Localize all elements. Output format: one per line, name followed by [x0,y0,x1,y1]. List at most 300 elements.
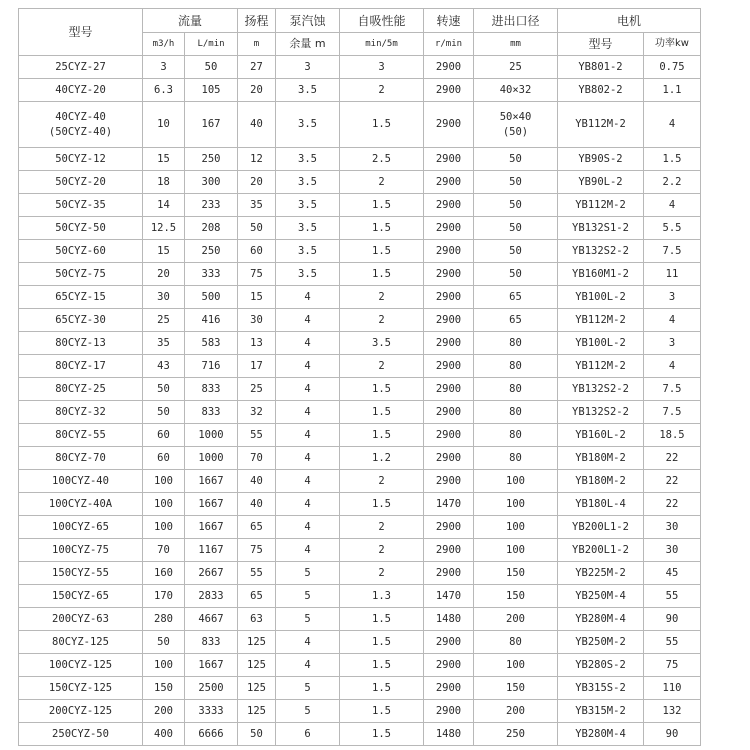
cell-flow-lmin: 1667 [185,516,238,539]
cell-port: 80 [474,424,558,447]
cell-model: 80CYZ-13 [19,332,143,355]
header-self-priming-unit: min/5m [340,33,424,56]
cell-speed: 1480 [424,723,474,746]
cell-head: 32 [238,401,276,424]
cell-head: 65 [238,516,276,539]
table-row [19,723,701,746]
cell-motor-model: YB802-2 [558,79,644,102]
cell-self-priming: 1.5 [340,240,424,263]
cell-motor-power: 5.5 [644,217,701,240]
cell-flow-lmin: 167 [185,102,238,148]
cell-self-priming: 3 [340,56,424,79]
cell-port: 65 [474,286,558,309]
cell-speed: 1470 [424,585,474,608]
cell-npsh: 5 [276,562,340,585]
cell-flow-m3h: 12.5 [143,217,185,240]
cell-head: 125 [238,677,276,700]
table-row [19,493,701,516]
cell-motor-power: 90 [644,723,701,746]
cell-motor-power: 22 [644,493,701,516]
cell-motor-model: YB132S2-2 [558,240,644,263]
cell-motor-power: 22 [644,447,701,470]
header-flow-m3h: m3/h [143,33,185,56]
cell-flow-m3h: 60 [143,447,185,470]
cell-port: 250 [474,723,558,746]
cell-motor-model: YB90L-2 [558,171,644,194]
table-row [19,401,701,424]
cell-port: 25 [474,56,558,79]
cell-head: 40 [238,102,276,148]
table-row [19,217,701,240]
cell-npsh: 4 [276,493,340,516]
header-model: 型号 [19,9,143,56]
cell-motor-model: YB250M-4 [558,585,644,608]
cell-model: 50CYZ-35 [19,194,143,217]
header-speed: 转速 [424,9,474,33]
cell-motor-power: 7.5 [644,378,701,401]
cell-model: 250CYZ-50 [19,723,143,746]
cell-speed: 2900 [424,700,474,723]
cell-self-priming: 2 [340,355,424,378]
cell-npsh: 3.5 [276,240,340,263]
cell-flow-lmin: 416 [185,309,238,332]
cell-port: 200 [474,700,558,723]
cell-port-line-1: 50×40 [499,110,532,123]
cell-model: 100CYZ-75 [19,539,143,562]
cell-self-priming: 2 [340,516,424,539]
cell-port: 100 [474,493,558,516]
cell-port: 50 [474,263,558,286]
cell-port [474,102,558,148]
cell-model: 80CYZ-32 [19,401,143,424]
cell-self-priming: 1.5 [340,424,424,447]
cell-port: 50 [474,171,558,194]
cell-speed: 2900 [424,194,474,217]
cell-flow-lmin: 1167 [185,539,238,562]
cell-motor-model: YB250M-2 [558,631,644,654]
cell-motor-power: 3 [644,332,701,355]
cell-self-priming: 2.5 [340,148,424,171]
cell-flow-m3h: 10 [143,102,185,148]
cell-speed: 2900 [424,56,474,79]
cell-flow-m3h: 280 [143,608,185,631]
cell-port: 100 [474,470,558,493]
cell-model: 150CYZ-125 [19,677,143,700]
cell-model: 80CYZ-70 [19,447,143,470]
table-row [19,332,701,355]
cell-npsh: 3.5 [276,102,340,148]
cell-motor-power: 90 [644,608,701,631]
cell-motor-power: 132 [644,700,701,723]
cell-speed: 2900 [424,677,474,700]
cell-speed: 2900 [424,309,474,332]
cell-head: 27 [238,56,276,79]
cell-motor-model: YB200L1-2 [558,539,644,562]
cell-model: 40CYZ-20 [19,79,143,102]
cell-port: 50 [474,194,558,217]
cell-motor-power: 1.1 [644,79,701,102]
cell-motor-power: 30 [644,539,701,562]
cell-npsh: 4 [276,447,340,470]
cell-port: 50 [474,217,558,240]
cell-head: 40 [238,470,276,493]
cell-motor-power: 55 [644,585,701,608]
cell-flow-lmin: 250 [185,240,238,263]
cell-head: 25 [238,378,276,401]
cell-speed: 2900 [424,401,474,424]
table-body [19,56,701,746]
table-row [19,470,701,493]
cell-npsh: 4 [276,539,340,562]
cell-speed: 1470 [424,493,474,516]
cell-self-priming: 1.5 [340,102,424,148]
header-motor: 电机 [558,9,701,33]
cell-motor-power: 110 [644,677,701,700]
cell-flow-lmin: 2833 [185,585,238,608]
cell-speed: 2900 [424,286,474,309]
cell-head: 15 [238,286,276,309]
cell-speed: 2900 [424,102,474,148]
cell-speed: 2900 [424,355,474,378]
cell-self-priming: 1.5 [340,608,424,631]
table-row [19,585,701,608]
cell-model: 50CYZ-12 [19,148,143,171]
cell-port: 50 [474,148,558,171]
cell-head: 12 [238,148,276,171]
cell-flow-m3h: 30 [143,286,185,309]
cell-flow-m3h: 18 [143,171,185,194]
header-head-unit: m [238,33,276,56]
cell-model: 100CYZ-65 [19,516,143,539]
cell-self-priming: 1.5 [340,677,424,700]
cell-port: 200 [474,608,558,631]
cell-model: 65CYZ-30 [19,309,143,332]
table-row [19,539,701,562]
cell-head: 75 [238,263,276,286]
cell-self-priming: 1.5 [340,723,424,746]
table-row [19,56,701,79]
cell-head: 50 [238,723,276,746]
cell-flow-m3h: 50 [143,401,185,424]
cell-npsh: 4 [276,332,340,355]
cell-motor-model: YB280S-2 [558,654,644,677]
cell-self-priming: 1.5 [340,631,424,654]
cell-port: 80 [474,355,558,378]
cell-model: 50CYZ-50 [19,217,143,240]
header-flow: 流量 [143,9,238,33]
cell-flow-m3h: 100 [143,516,185,539]
cell-model: 80CYZ-55 [19,424,143,447]
cell-head: 70 [238,447,276,470]
pump-spec-table [18,8,701,746]
cell-flow-lmin: 1667 [185,470,238,493]
cell-npsh: 4 [276,309,340,332]
cell-speed: 2900 [424,631,474,654]
cell-self-priming: 2 [340,286,424,309]
cell-head: 125 [238,700,276,723]
cell-port: 150 [474,585,558,608]
cell-flow-lmin: 50 [185,56,238,79]
table-row [19,355,701,378]
cell-head: 125 [238,631,276,654]
cell-model: 80CYZ-25 [19,378,143,401]
cell-speed: 2900 [424,424,474,447]
cell-model: 150CYZ-65 [19,585,143,608]
cell-npsh: 3.5 [276,171,340,194]
cell-flow-m3h: 100 [143,493,185,516]
cell-self-priming: 1.5 [340,700,424,723]
cell-flow-lmin: 250 [185,148,238,171]
table-row [19,516,701,539]
table-header [19,9,701,56]
cell-motor-power: 55 [644,631,701,654]
cell-npsh: 3.5 [276,194,340,217]
cell-motor-power: 4 [644,194,701,217]
table-row [19,102,701,148]
cell-flow-m3h: 35 [143,332,185,355]
table-row [19,378,701,401]
cell-flow-lmin: 3333 [185,700,238,723]
cell-motor-power: 45 [644,562,701,585]
cell-npsh: 3.5 [276,79,340,102]
cell-npsh: 4 [276,654,340,677]
cell-motor-power: 2.2 [644,171,701,194]
cell-motor-model: YB100L-2 [558,286,644,309]
cell-flow-lmin: 833 [185,401,238,424]
cell-port: 150 [474,677,558,700]
cell-port: 80 [474,447,558,470]
table-row [19,148,701,171]
cell-motor-model: YB315M-2 [558,700,644,723]
cell-head: 55 [238,562,276,585]
cell-head: 55 [238,424,276,447]
cell-flow-m3h: 100 [143,654,185,677]
cell-head: 20 [238,79,276,102]
cell-model: 50CYZ-20 [19,171,143,194]
table-row [19,631,701,654]
cell-npsh: 3.5 [276,217,340,240]
cell-flow-m3h: 400 [143,723,185,746]
cell-motor-power: 22 [644,470,701,493]
cell-npsh: 6 [276,723,340,746]
cell-speed: 2900 [424,217,474,240]
cell-head: 13 [238,332,276,355]
cell-flow-lmin: 105 [185,79,238,102]
cell-motor-power: 4 [644,102,701,148]
cell-npsh: 5 [276,677,340,700]
cell-self-priming: 1.5 [340,194,424,217]
cell-flow-lmin: 300 [185,171,238,194]
cell-flow-lmin: 500 [185,286,238,309]
cell-speed: 1480 [424,608,474,631]
cell-head: 75 [238,539,276,562]
cell-flow-lmin: 833 [185,631,238,654]
cell-motor-model: YB90S-2 [558,148,644,171]
cell-speed: 2900 [424,378,474,401]
cell-flow-m3h: 43 [143,355,185,378]
cell-npsh: 4 [276,470,340,493]
cell-motor-power: 18.5 [644,424,701,447]
cell-motor-model: YB100L-2 [558,332,644,355]
table-row [19,424,701,447]
table-row [19,654,701,677]
cell-motor-power: 30 [644,516,701,539]
header-port: 进出口径 [474,9,558,33]
cell-motor-model: YB112M-2 [558,355,644,378]
cell-model: 50CYZ-75 [19,263,143,286]
cell-flow-lmin: 333 [185,263,238,286]
cell-motor-model: YB225M-2 [558,562,644,585]
cell-model: 50CYZ-60 [19,240,143,263]
cell-self-priming: 1.3 [340,585,424,608]
cell-port: 100 [474,516,558,539]
cell-flow-lmin: 2500 [185,677,238,700]
cell-motor-power: 3 [644,286,701,309]
cell-port: 65 [474,309,558,332]
cell-flow-m3h: 3 [143,56,185,79]
cell-npsh: 4 [276,516,340,539]
table-row [19,263,701,286]
cell-port: 100 [474,539,558,562]
cell-port: 100 [474,654,558,677]
cell-npsh: 4 [276,631,340,654]
cell-head: 35 [238,194,276,217]
cell-flow-m3h: 200 [143,700,185,723]
cell-head: 40 [238,493,276,516]
cell-motor-power: 0.75 [644,56,701,79]
cell-self-priming: 2 [340,470,424,493]
cell-npsh: 5 [276,700,340,723]
cell-flow-lmin: 1000 [185,447,238,470]
cell-motor-power: 75 [644,654,701,677]
cell-motor-power: 7.5 [644,240,701,263]
cell-speed: 2900 [424,447,474,470]
cell-motor-power: 7.5 [644,401,701,424]
cell-port: 50 [474,240,558,263]
cell-flow-lmin: 233 [185,194,238,217]
header-npsh-unit: 余量 m [276,33,340,56]
cell-motor-model: YB180M-2 [558,470,644,493]
header-row-1 [19,9,701,33]
cell-port: 80 [474,631,558,654]
cell-speed: 2900 [424,240,474,263]
cell-speed: 2900 [424,654,474,677]
cell-npsh: 4 [276,355,340,378]
cell-motor-model: YB112M-2 [558,102,644,148]
table-row [19,79,701,102]
cell-motor-model: YB801-2 [558,56,644,79]
cell-speed: 2900 [424,263,474,286]
cell-self-priming: 1.5 [340,493,424,516]
cell-flow-m3h: 150 [143,677,185,700]
cell-head: 63 [238,608,276,631]
cell-motor-model: YB315S-2 [558,677,644,700]
cell-motor-model: YB180M-2 [558,447,644,470]
cell-motor-model: YB280M-4 [558,723,644,746]
cell-speed: 2900 [424,516,474,539]
cell-head: 125 [238,654,276,677]
cell-port: 80 [474,378,558,401]
cell-flow-m3h: 6.3 [143,79,185,102]
cell-model: 25CYZ-27 [19,56,143,79]
header-self-priming: 自吸性能 [340,9,424,33]
cell-npsh: 4 [276,286,340,309]
cell-npsh: 3 [276,56,340,79]
cell-motor-model: YB160L-2 [558,424,644,447]
pump-spec-table-wrapper [18,8,701,746]
cell-speed: 2900 [424,539,474,562]
cell-flow-m3h: 20 [143,263,185,286]
table-row [19,309,701,332]
cell-npsh: 3.5 [276,148,340,171]
header-head: 扬程 [238,9,276,33]
cell-self-priming: 2 [340,539,424,562]
cell-model [19,102,143,148]
cell-port: 80 [474,332,558,355]
table-row [19,700,701,723]
cell-flow-lmin: 2667 [185,562,238,585]
cell-motor-power: 1.5 [644,148,701,171]
cell-model: 65CYZ-15 [19,286,143,309]
cell-flow-m3h: 50 [143,378,185,401]
table-row [19,608,701,631]
cell-motor-model: YB132S1-2 [558,217,644,240]
table-row [19,171,701,194]
cell-speed: 2900 [424,470,474,493]
cell-flow-lmin: 1000 [185,424,238,447]
cell-motor-model: YB112M-2 [558,194,644,217]
cell-flow-lmin: 1667 [185,654,238,677]
cell-flow-lmin: 208 [185,217,238,240]
cell-model: 80CYZ-125 [19,631,143,654]
cell-flow-m3h: 100 [143,470,185,493]
cell-flow-lmin: 1667 [185,493,238,516]
cell-self-priming: 2 [340,562,424,585]
cell-flow-m3h: 50 [143,631,185,654]
cell-flow-m3h: 60 [143,424,185,447]
cell-speed: 2900 [424,148,474,171]
cell-npsh: 4 [276,424,340,447]
header-motor-power: 功率kw [644,33,701,56]
cell-port-line-2: (50) [502,125,529,138]
cell-port: 40×32 [474,79,558,102]
cell-flow-m3h: 15 [143,240,185,263]
cell-self-priming: 1.5 [340,217,424,240]
cell-motor-model: YB200L1-2 [558,516,644,539]
cell-npsh: 4 [276,401,340,424]
cell-motor-power: 4 [644,309,701,332]
cell-flow-m3h: 25 [143,309,185,332]
cell-flow-m3h: 70 [143,539,185,562]
header-port-unit: mm [474,33,558,56]
cell-flow-m3h: 14 [143,194,185,217]
cell-self-priming: 3.5 [340,332,424,355]
cell-port: 150 [474,562,558,585]
cell-flow-lmin: 6666 [185,723,238,746]
cell-head: 17 [238,355,276,378]
cell-model-line-1: 40CYZ-40 [55,110,106,123]
cell-motor-model: YB112M-2 [558,309,644,332]
cell-motor-model: YB280M-4 [558,608,644,631]
table-row [19,447,701,470]
header-motor-model: 型号 [558,33,644,56]
cell-motor-power: 11 [644,263,701,286]
cell-speed: 2900 [424,332,474,355]
cell-head: 20 [238,171,276,194]
cell-flow-m3h: 170 [143,585,185,608]
cell-model-line-2: (50CYZ-40) [48,125,113,138]
cell-self-priming: 1.5 [340,263,424,286]
